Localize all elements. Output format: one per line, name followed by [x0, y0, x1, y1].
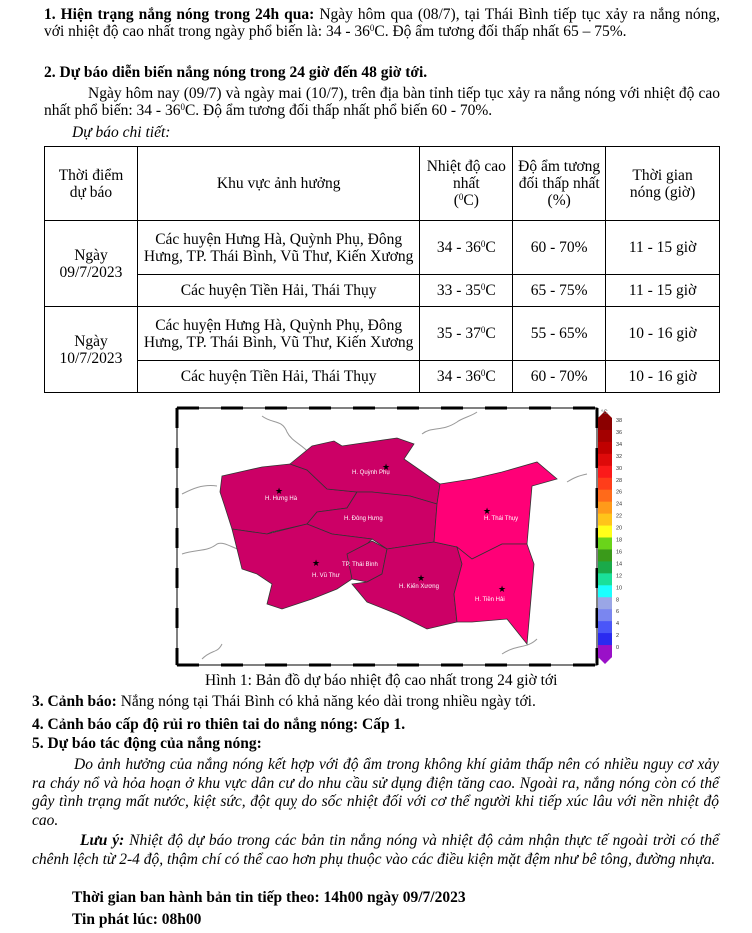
forecast-table: [44, 146, 720, 393]
temp-unit: C: [485, 282, 496, 299]
section-3-heading: 3. Cảnh báo:: [32, 693, 117, 710]
colorbar-segment: [598, 454, 612, 466]
colorbar-segment: [598, 609, 612, 621]
colorbar-tick-label: 18: [616, 537, 623, 544]
colorbar-tick-label: 16: [616, 549, 623, 556]
temp-value: 35 - 37: [436, 325, 481, 342]
colorbar-tick-label: 20: [616, 525, 623, 532]
colorbar: [598, 411, 622, 664]
star-icon: ★: [483, 507, 492, 517]
table-row: [45, 307, 720, 361]
header-temp-label: Nhiệt độ cao nhất: [426, 158, 506, 192]
area-cell: Các huyện Tiền Hải, Thái Thụy: [137, 361, 419, 393]
duration-cell: 10 - 16 giờ: [606, 361, 720, 393]
note-label: Lưu ý:: [80, 832, 125, 849]
colorbar-segment: [598, 633, 612, 645]
star-icon: ★: [312, 559, 321, 569]
colorbar-tick-label: 14: [616, 561, 623, 568]
colorbar-segment: [598, 502, 612, 514]
header-duration: Thời gian nóng (giờ): [606, 147, 720, 221]
label-tien-hai: H. Tiền Hải: [475, 597, 505, 603]
colorbar-segment: [598, 585, 612, 597]
colorbar-unit: °C: [601, 410, 608, 416]
temp-cell: [420, 361, 513, 393]
colorbar-tick-label: 6: [616, 609, 620, 616]
label-tp-thai-binh: TP. Thái Bình: [342, 562, 378, 568]
temp-value: 33 - 35: [436, 282, 481, 299]
degree-sup: 0: [458, 192, 464, 202]
section-3: [32, 693, 536, 710]
degree-sup: 0: [480, 325, 486, 335]
colorbar-segment: [598, 597, 612, 609]
colorbar-segment: [598, 621, 612, 633]
colorbar-tick-label: 30: [616, 465, 623, 472]
section-1-heading: 1. Hiện trạng nắng nóng trong 24h qua:: [44, 6, 315, 23]
humidity-cell: 55 - 65%: [513, 307, 606, 361]
unit-open: (: [453, 192, 459, 209]
colorbar-tick-label: 4: [616, 621, 620, 628]
table-row: [45, 221, 720, 275]
label-vu-thu: H. Vũ Thư: [312, 573, 340, 579]
degree-sup: 0: [180, 102, 185, 112]
colorbar-tick-label: 8: [616, 597, 620, 604]
star-icon: ★: [275, 487, 284, 497]
degree-sup: 0: [369, 23, 375, 33]
map-caption: Hình 1: Bản đồ dự báo nhiệt độ cao nhất trong 24 giờ tới: [205, 672, 558, 689]
colorbar-tick-label: 10: [616, 585, 623, 592]
note-text: Nhiệt độ dự báo trong các bản tin nắng nóng và nhiệt độ cảm nhận thực tế ngoài trời có thể chênh lệch từ 2-4 độ, thậm chí có thể cao hơn phụ thuộc vào các điều kiện mặt đệm như bê tông, đường nhựa.: [32, 832, 719, 868]
temp-unit: C: [485, 325, 496, 342]
date-cell: Ngày 09/7/2023: [45, 221, 138, 307]
table-header-row: [45, 147, 720, 221]
colorbar-tick-label: 28: [616, 477, 623, 484]
humidity-cell: 60 - 70%: [513, 361, 606, 393]
colorbar-bottom-arrow: [598, 657, 612, 664]
section-2-heading: 2. Dự báo diễn biến nắng nóng trong 24 giờ đến 48 giờ tới.: [44, 64, 428, 81]
temperature-map: [172, 404, 632, 669]
label-dong-hung: H. Đông Hưng: [344, 516, 383, 522]
issued-time: Tin phát lúc: 08h00: [72, 911, 202, 928]
section-4-heading: 4. Cảnh báo cấp độ rủi ro thiên tai do nắng nóng: Cấp 1.: [32, 716, 406, 733]
colorbar-tick-label: 12: [616, 573, 623, 580]
colorbar-segment: [598, 526, 612, 538]
humidity-cell: 60 - 70%: [513, 221, 606, 275]
section-2-text-b: C. Độ ẩm tương đối thấp nhất phổ biến 60 - 70%.: [184, 102, 493, 119]
duration-cell: 11 - 15 giờ: [606, 221, 720, 275]
temp-unit: C: [485, 368, 496, 385]
date-cell: Ngày 10/7/2023: [45, 307, 138, 393]
unit-close: C): [463, 192, 479, 209]
temp-cell: [420, 275, 513, 307]
label-quynh-phu: H. Quỳnh Phụ: [352, 470, 390, 476]
colorbar-segment: [598, 573, 612, 585]
header-temp: [420, 147, 513, 221]
colorbar-segment: [598, 430, 612, 442]
section-1-text: Ngày hôm qua (08/7), tại Thái Bình tiếp tục xảy ra nắng nóng, với nhiệt độ cao nhất trong ngày phổ biến là: 34 - 36: [44, 6, 720, 40]
star-icon: ★: [382, 463, 391, 473]
duration-cell: 10 - 16 giờ: [606, 307, 720, 361]
colorbar-tick-label: 0: [616, 645, 620, 652]
temp-unit: C: [485, 239, 496, 256]
label-kien-xuong: H. Kiến Xương: [399, 584, 439, 590]
section-1: [44, 6, 720, 40]
note-paragraph: [32, 832, 719, 869]
colorbar-segment: [598, 478, 612, 490]
humidity-cell: 65 - 75%: [513, 275, 606, 307]
star-icon: ★: [417, 574, 426, 584]
colorbar-segment: [598, 466, 612, 478]
colorbar-tick-label: 36: [616, 429, 623, 436]
area-cell: Các huyện Hưng Hà, Quỳnh Phụ, Đông Hưng, TP. Thái Bình, Vũ Thư, Kiến Xương: [137, 221, 419, 275]
impact-paragraph: Do ảnh hưởng của nắng nóng kết hợp với độ ẩm trong không khí giảm thấp nên có nhiều nguy cơ xảy ra cháy nổ và hỏa hoạn ở khu vực dân cư do nhu cầu sử dụng điện tăng cao. Ngoài ra, nắng nóng còn có thể gây tình trạng mất nước, kiệt sức, đột quỵ do sốc nhiệt đối với cơ thể người khi tiếp xúc lâu với nền nhiệt độ cao.: [32, 756, 719, 829]
colorbar-tick-label: 32: [616, 453, 623, 460]
header-time: Thời điểm dự báo: [45, 147, 138, 221]
section-2-text: Ngày hôm nay (09/7) và ngày mai (10/7), trên địa bàn tỉnh tiếp tục xảy ra nắng nóng với nhiệt độ cao nhất phổ biến: 34 - 36: [44, 85, 720, 119]
section-1-text-b: C. Độ ẩm tương đối thấp nhất 65 – 75%.: [374, 23, 627, 40]
header-area: Khu vực ảnh hưởng: [137, 147, 419, 221]
colorbar-tick-label: 38: [616, 418, 623, 424]
colorbar-segment: [598, 645, 612, 657]
temp-cell: [420, 221, 513, 275]
colorbar-segment: [598, 418, 612, 430]
area-cell: Các huyện Tiền Hải, Thái Thụy: [137, 275, 419, 307]
table-row: [45, 361, 720, 393]
temp-value: 34 - 36: [436, 239, 481, 256]
degree-sup: 0: [480, 239, 486, 249]
label-hung-ha: H. Hưng Hà: [265, 496, 298, 502]
temp-value: 34 - 36: [436, 368, 481, 385]
colorbar-tick-label: 26: [616, 489, 623, 496]
section-3-text: Nắng nóng tại Thái Bình có khả năng kéo dài trong nhiều ngày tới.: [116, 693, 536, 710]
colorbar-tick-label: 2: [616, 633, 620, 640]
table-row: [45, 275, 720, 307]
colorbar-segment: [598, 549, 612, 561]
header-humidity: Độ ẩm tương đối thấp nhất (%): [513, 147, 606, 221]
colorbar-segment: [598, 490, 612, 502]
star-icon: ★: [498, 585, 507, 595]
area-cell: Các huyện Hưng Hà, Quỳnh Phụ, Đông Hưng, TP. Thái Bình, Vũ Thư, Kiến Xương: [137, 307, 419, 361]
colorbar-segment: [598, 442, 612, 454]
section-2-paragraph: [44, 85, 720, 119]
next-issue-time: Thời gian ban hành bản tin tiếp theo: 14h00 ngày 09/7/2023: [72, 889, 466, 906]
colorbar-segment: [598, 514, 612, 526]
label-thai-thuy: H. Thái Thụy: [484, 516, 519, 522]
colorbar-segment: [598, 538, 612, 550]
colorbar-tick-label: 22: [616, 513, 623, 520]
section-5-heading: 5. Dự báo tác động của nắng nóng:: [32, 735, 262, 752]
temp-cell: [420, 307, 513, 361]
duration-cell: 11 - 15 giờ: [606, 275, 720, 307]
degree-sup: 0: [480, 282, 486, 292]
degree-sup: 0: [480, 368, 486, 378]
colorbar-segment: [598, 561, 612, 573]
detail-label: Dự báo chi tiết:: [72, 124, 171, 141]
colorbar-tick-label: 34: [616, 441, 623, 448]
colorbar-tick-label: 24: [616, 501, 623, 508]
